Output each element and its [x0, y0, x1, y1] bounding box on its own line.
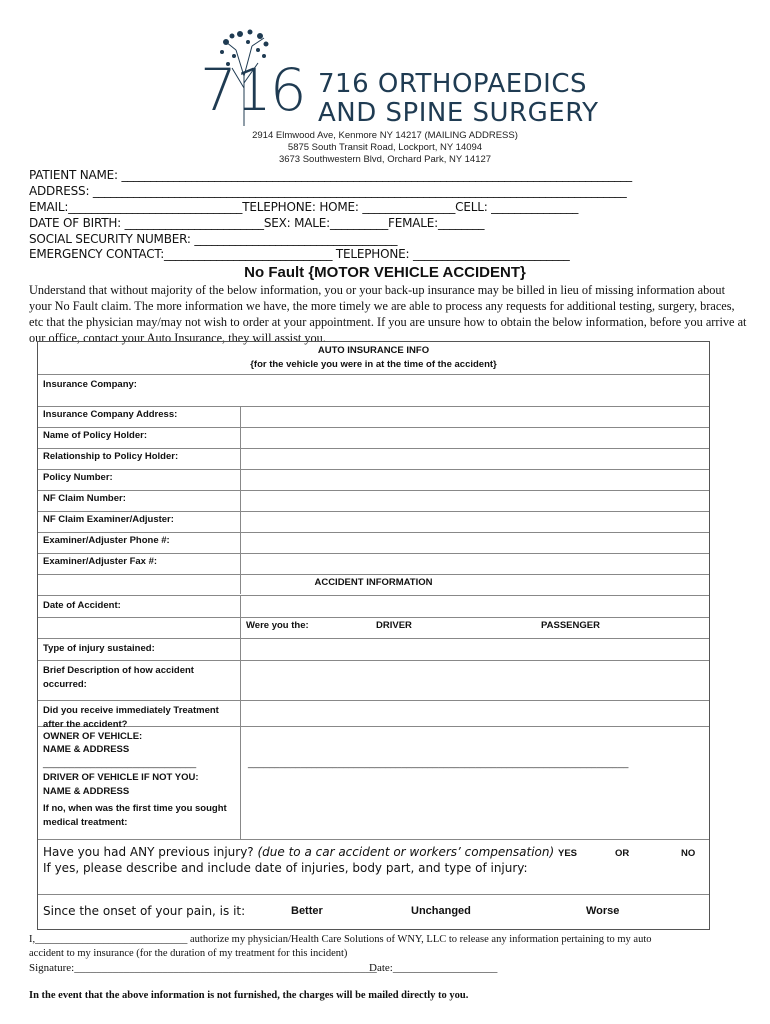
or-label: OR — [615, 848, 630, 859]
claim-examiner-label: NF Claim Examiner/Adjuster: — [43, 514, 174, 525]
logo-number: 716 — [200, 56, 305, 124]
policy-number-label: Policy Number: — [43, 472, 113, 483]
address-field[interactable]: ADDRESS: ____________________________________________________________________________________________ — [29, 184, 627, 198]
driver-name-address-label: NAME & ADDRESS — [43, 786, 130, 797]
intro-paragraph: Understand that without majority of the below information, you or your back-up insurance may be billed in lieu of missing information about your No Fault claim. The more information we have, the more timely we are able to process any requests for additional testing, surgery, braces, etc that the physician may/may not wish to order at your appointment. If you are unsure how to obtain the below information, before you arrive at our office, contact your Auto Insurance, they will assist you. — [29, 283, 747, 345]
pain-onset-question: Since the onset of your pain, is it: — [43, 904, 246, 918]
insurance-accident-table — [37, 341, 710, 930]
yes-option[interactable]: YES — [558, 848, 578, 859]
auto-insurance-header: AUTO INSURANCE INFO — [317, 345, 430, 356]
driver-option[interactable]: DRIVER — [376, 620, 412, 631]
authorize-line-2: accident to my insurance (for the duration of my treatment for this incident) — [29, 948, 348, 959]
dob-sex-field[interactable]: DATE OF BIRTH: ________________________SEX: MALE:__________FEMALE:________ — [29, 216, 485, 230]
passenger-option[interactable]: PASSENGER — [541, 620, 600, 631]
first-treatment-label: If no, when was the first time you sought medical treatment: — [43, 803, 227, 828]
brand-name-line2: AND SPINE SURGERY — [318, 98, 599, 128]
address-orchard-park: 3673 Southwestern Blvd, Orchard Park, NY 14127 — [278, 154, 492, 165]
date-of-accident-label: Date of Accident: — [43, 600, 121, 611]
owner-blank-line[interactable]: _____________________________ — [43, 758, 197, 769]
auto-insurance-subheader: {for the vehicle you were in at the time of the accident} — [250, 359, 497, 370]
immediate-treatment-label: Did you receive immediately Treatment after the accident? — [43, 705, 219, 730]
email-telephone-field[interactable]: EMAIL:______________________________TELEPHONE: HOME: ________________CELL: _______________ — [29, 200, 579, 214]
owner-name-address-label: NAME & ADDRESS — [43, 744, 130, 755]
brief-description-label: Brief Description of how accident occurred: — [43, 665, 194, 690]
address-lockport: 5875 South Transit Road, Lockport, NY 14094 — [287, 142, 483, 153]
previous-injury-note: (due to a car accident or workers’ compensation) — [257, 845, 555, 859]
unchanged-option[interactable]: Unchanged — [411, 905, 471, 917]
injury-type-label: Type of injury sustained: — [43, 643, 155, 654]
no-option[interactable]: NO — [681, 848, 696, 859]
worse-option[interactable]: Worse — [586, 905, 620, 917]
owner-right-blank-line[interactable]: ________________________________________________________________________ — [248, 758, 629, 769]
policy-holder-label: Name of Policy Holder: — [43, 430, 147, 441]
driver-not-you-label: DRIVER OF VEHICLE IF NOT YOU: — [43, 772, 199, 783]
previous-injury-label: Have you had ANY previous injury? — [43, 845, 254, 859]
ssn-field[interactable]: SOCIAL SECURITY NUMBER: ___________________________________ — [29, 232, 398, 246]
accident-info-header: ACCIDENT INFORMATION — [314, 577, 433, 588]
brand-name-line1: 716 ORTHOPAEDICS — [318, 69, 588, 99]
examiner-fax-label: Examiner/Adjuster Fax #: — [43, 556, 158, 567]
insurance-address-label: Insurance Company Address: — [43, 409, 178, 420]
patient-name-field[interactable]: PATIENT NAME: ________________________________________________________________________________________ — [29, 168, 632, 182]
date-field[interactable]: Date:___________________ — [369, 962, 498, 974]
owner-of-vehicle-label: OWNER OF VEHICLE: — [43, 731, 143, 742]
authorize-line[interactable]: I,_____________________________ authorize my physician/Health Care Solutions of WNY, LLC to release any information pertaining to my auto — [29, 934, 652, 945]
emergency-contact-field[interactable]: EMERGENCY CONTACT:_____________________________ TELEPHONE: ___________________________ — [29, 247, 570, 261]
insurance-company-label: Insurance Company: — [43, 379, 137, 390]
describe-injury-prompt: If yes, please describe and include date of injuries, body part, and type of injury: — [43, 861, 528, 875]
billing-notice: In the event that the above information is not furnished, the charges will be mailed directly to you. — [29, 990, 469, 1001]
nf-claim-number-label: NF Claim Number: — [43, 493, 126, 504]
previous-injury-question — [43, 845, 554, 859]
examiner-phone-label: Examiner/Adjuster Phone #: — [43, 535, 170, 546]
relationship-label: Relationship to Policy Holder: — [43, 451, 179, 462]
signature-field[interactable]: Signature:_______________________________________________________ — [29, 962, 377, 974]
better-option[interactable]: Better — [291, 905, 323, 917]
were-you-label: Were you the: — [246, 620, 309, 631]
address-mailing: 2914 Elmwood Ave, Kenmore NY 14217 (MAILING ADDRESS) — [252, 130, 518, 141]
form-title: No Fault {MOTOR VEHICLE ACCIDENT} — [244, 264, 526, 281]
